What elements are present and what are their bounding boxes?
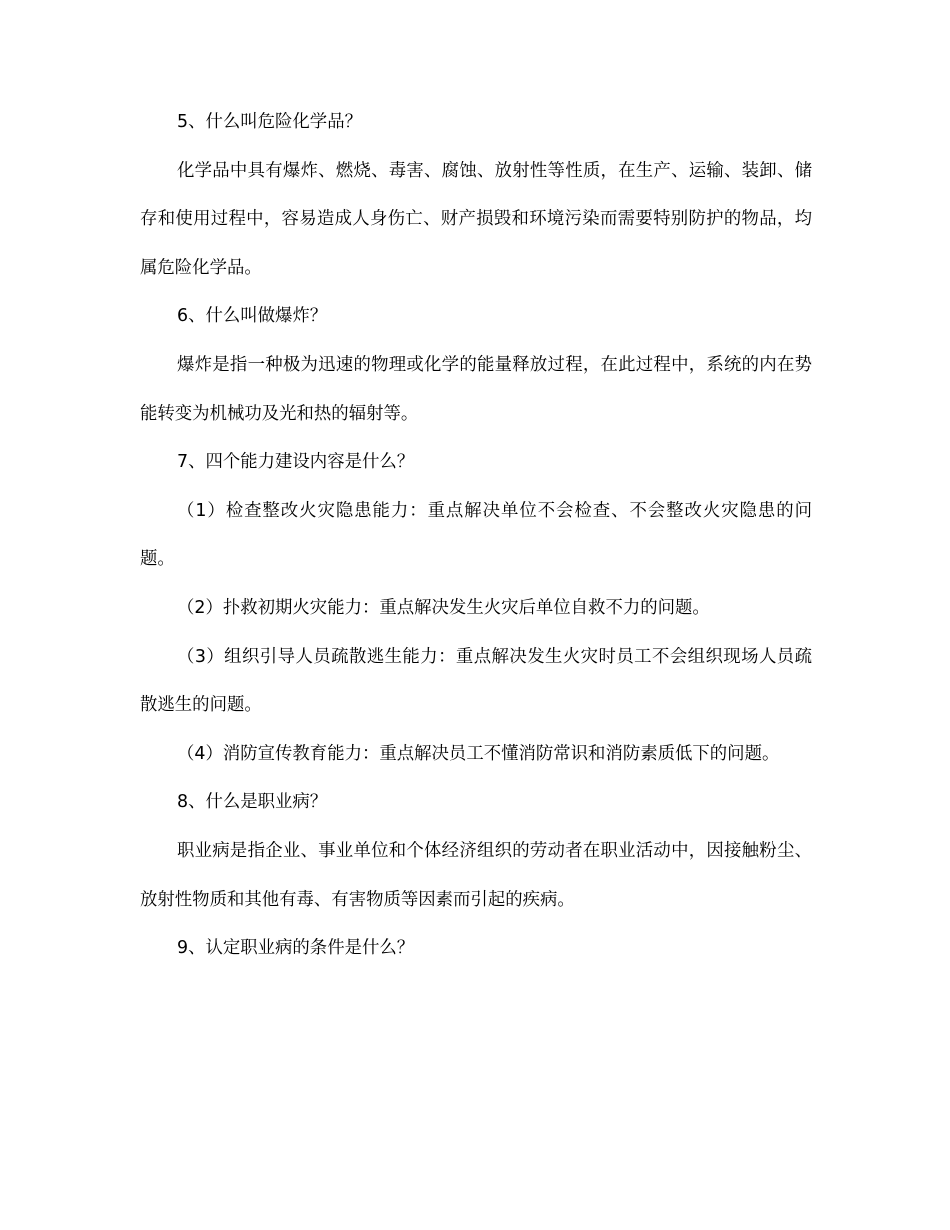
list-item-3: （3）组织引导人员疏散逃生能力：重点解决发生火灾时员工不会组织现场人员疏散逃生的问题。	[140, 646, 812, 716]
question-heading-5: 5、什么叫危险化学品？	[177, 112, 362, 132]
question-heading-7: 7、四个能力建设内容是什么？	[177, 452, 415, 473]
list-item-2: （2）扑救初期火灾能力：重点解决发生火灾后单位自救不力的问题。	[177, 597, 710, 618]
document-body	[140, 98, 812, 973]
answer-paragraph-5: 化学品中具有爆炸、燃烧、毒害、腐蚀、放射性等性质，在生产、运输、装卸、储存和使用过程中，容易造成人身伤亡、财产损毁和环境污染而需要特别防护的物品，均属危险化学品。	[140, 160, 812, 278]
question-heading-6: 6、什么叫做爆炸？	[177, 306, 328, 327]
answer-paragraph-6: 爆炸是指一种极为迅速的物理或化学的能量释放过程，在此过程中，系统的内在势能转变为机械功及光和热的辐射等。	[140, 354, 812, 424]
answer-paragraph-8: 职业病是指企业、事业单位和个体经济组织的劳动者在职业活动中，因接触粉尘、放射性物质和其他有毒、有害物质等因素而引起的疾病。	[140, 840, 812, 910]
question-heading-9: 9、认定职业病的条件是什么？	[177, 938, 415, 959]
list-item-4: （4）消防宣传教育能力：重点解决员工不懂消防常识和消防素质低下的问题。	[177, 743, 780, 764]
question-heading-8: 8、什么是职业病？	[177, 792, 328, 813]
list-item-1: （1）检查整改火灾隐患能力：重点解决单位不会检查、不会整改火灾隐患的问题。	[140, 500, 812, 570]
